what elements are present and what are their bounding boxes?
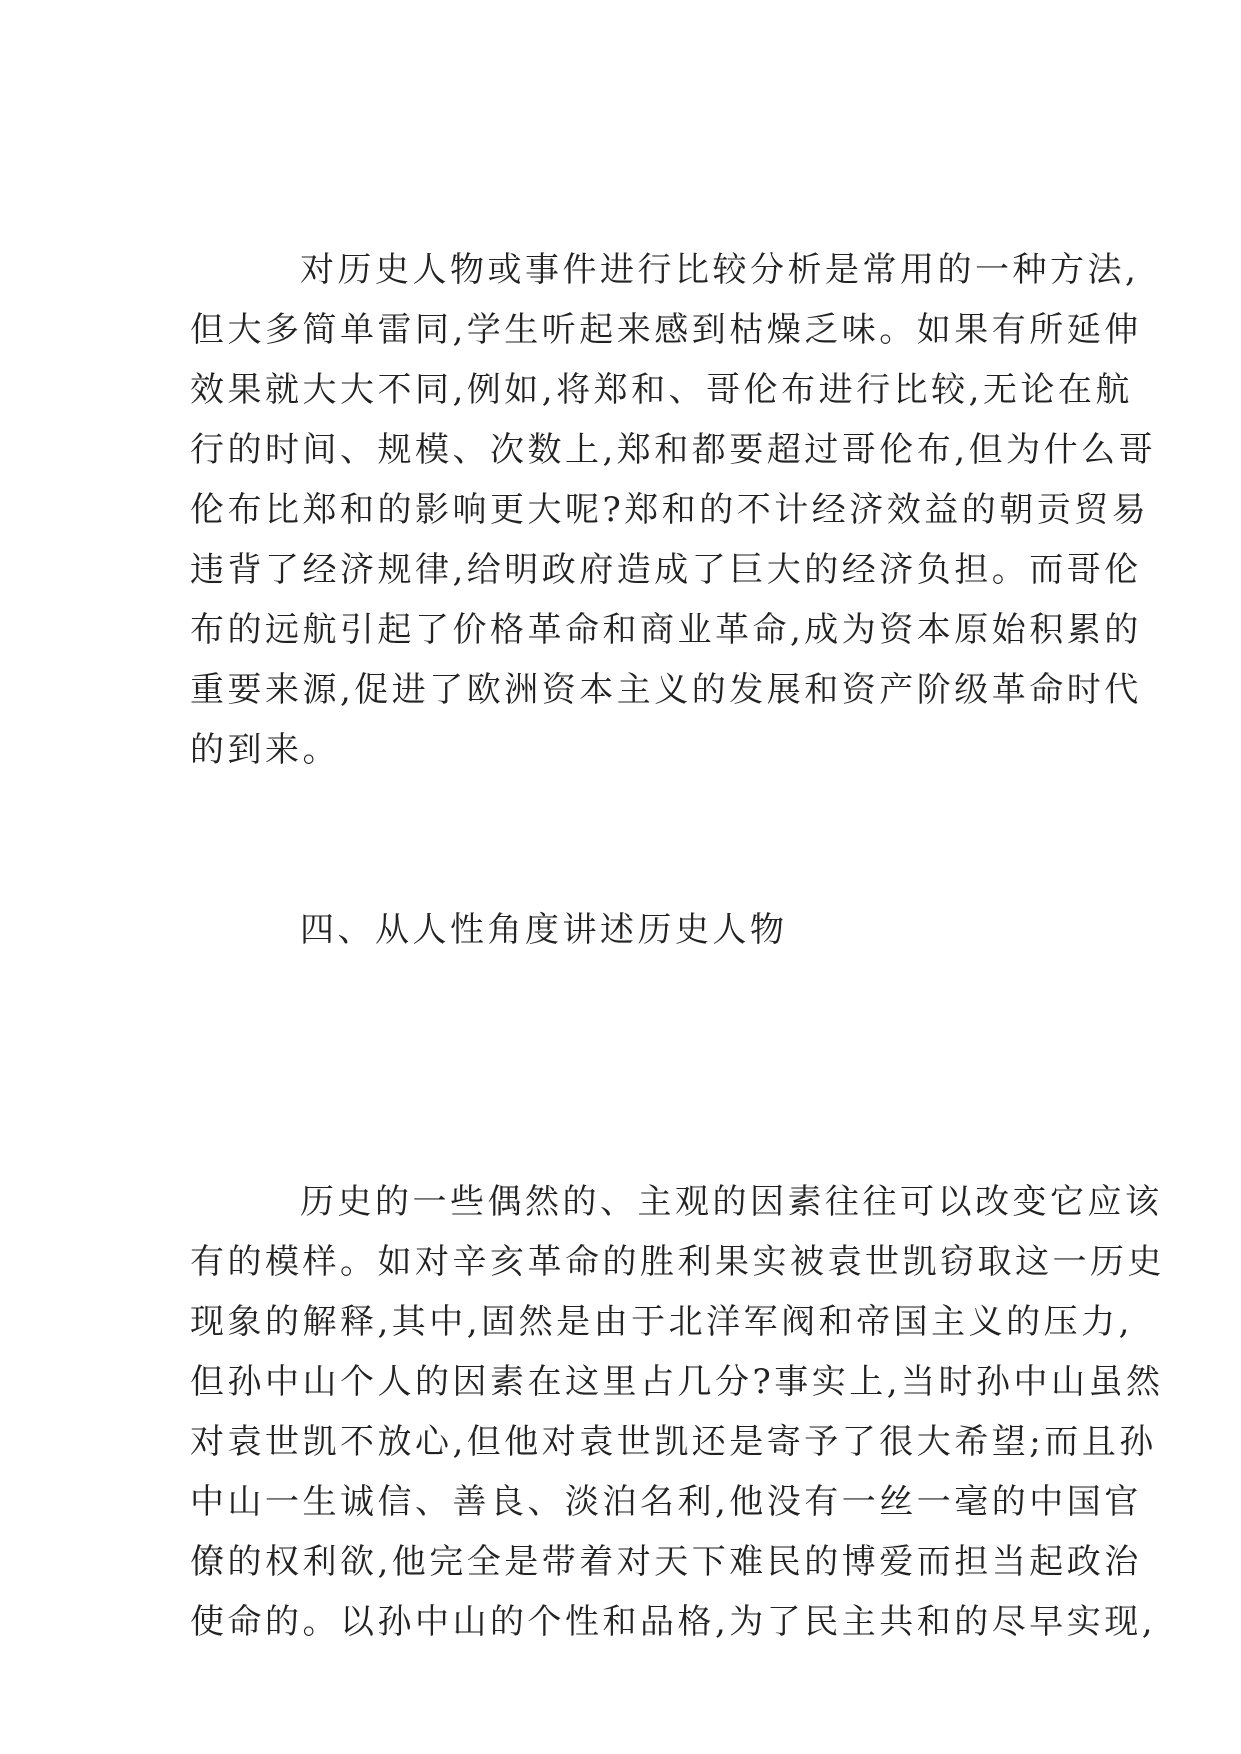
text-line: 僚的权利欲,他完全是带着对天下难民的博爱而担当起政治 [190,1542,1142,1582]
text-line: 行的时间、规模、次数上,郑和都要超过哥伦布,但为什么哥 [190,430,1157,470]
section-heading-text: 四、从人性角度讲述历史人物 [300,910,788,950]
text-line: 历史的一些偶然的、主观的因素往往可以改变它应该 [300,1182,1163,1222]
section-heading [190,900,1060,960]
text-line: 布的远航引起了价格革命和商业革命,成为资本原始积累的 [190,610,1142,650]
text-line: 的到来。 [190,730,340,770]
text-line: 但孙中山个人的因素在这里占几分?事实上,当时孙中山虽然 [190,1362,1164,1402]
text-line: 对历史人物或事件进行比较分析是常用的一种方法, [300,250,1140,290]
paragraph-comparison-analysis [190,240,1157,780]
text-line: 伦布比郑和的影响更大呢?郑和的不计经济效益的朝贡贸易 [190,490,1150,530]
text-line: 但大多简单雷同,学生听起来感到枯燥乏味。如果有所延伸 [190,310,1142,350]
text-line: 违背了经济规律,给明政府造成了巨大的经济负担。而哥伦 [190,550,1142,590]
text-line: 使命的。以孙中山的个性和品格,为了民主共和的尽早实现, [190,1602,1157,1642]
text-line: 有的模样。如对辛亥革命的胜利果实被袁世凯窃取这一历史 [190,1242,1165,1282]
text-line: 效果就大大不同,例如,将郑和、哥伦布进行比较,无论在航 [190,370,1133,410]
text-line: 中山一生诚信、善良、淡泊名利,他没有一丝一毫的中国官 [190,1482,1142,1522]
text-line: 对袁世凯不放心,但他对袁世凯还是寄予了很大希望;而且孙 [190,1422,1157,1462]
paragraph-human-nature [190,1172,1165,1652]
text-line: 重要来源,促进了欧洲资本主义的发展和资产阶级革命时代 [190,670,1142,710]
text-line: 现象的解释,其中,固然是由于北洋军阀和帝国主义的压力, [190,1302,1133,1342]
